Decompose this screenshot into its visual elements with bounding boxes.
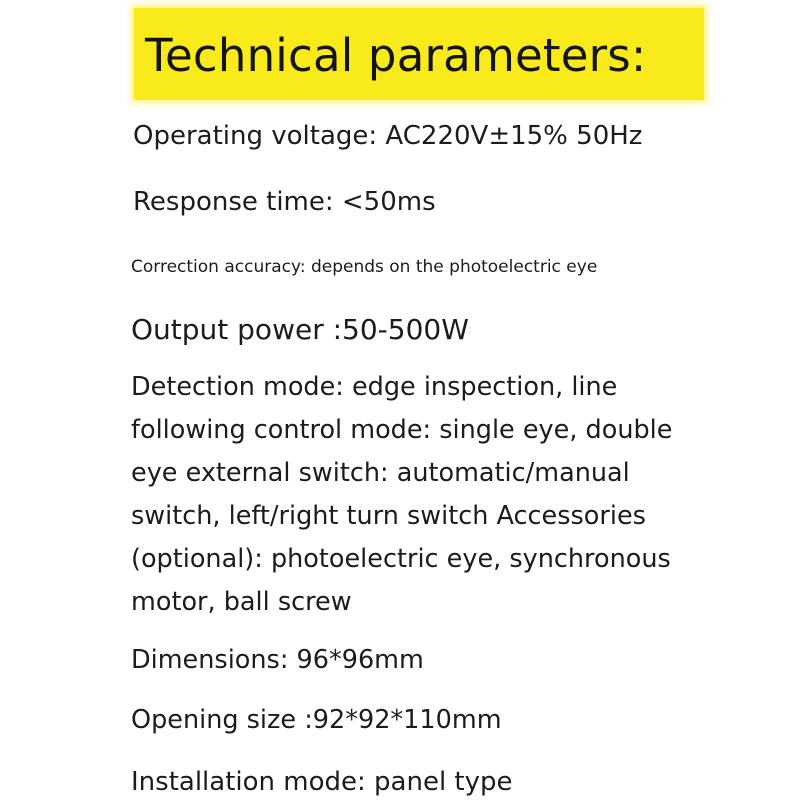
param-operating-voltage: Operating voltage: AC220V±15% 50Hz <box>133 121 643 151</box>
param-correction-accuracy: Correction accuracy: depends on the photoelectric eye <box>131 257 598 277</box>
detection-mode-line: Detection mode: edge inspection, line <box>131 372 618 402</box>
param-installation-mode: Installation mode: panel type <box>131 767 513 797</box>
param-opening-size: Opening size :92*92*110mm <box>131 705 502 735</box>
param-dimensions: Dimensions: 96*96mm <box>131 645 424 675</box>
param-detection-mode <box>131 366 731 624</box>
detection-mode-line: switch, left/right turn switch Accessories <box>131 501 646 531</box>
detection-mode-line: eye external switch: automatic/manual <box>131 458 630 488</box>
detection-mode-line: motor, ball screw <box>131 587 352 617</box>
detection-mode-line: (optional): photoelectric eye, synchronous <box>131 544 671 574</box>
param-response-time: Response time: <50ms <box>133 187 436 217</box>
page-title: Technical parameters: <box>145 29 647 82</box>
detection-mode-line: following control mode: single eye, double <box>131 415 673 445</box>
param-output-power: Output power :50-500W <box>131 313 469 346</box>
